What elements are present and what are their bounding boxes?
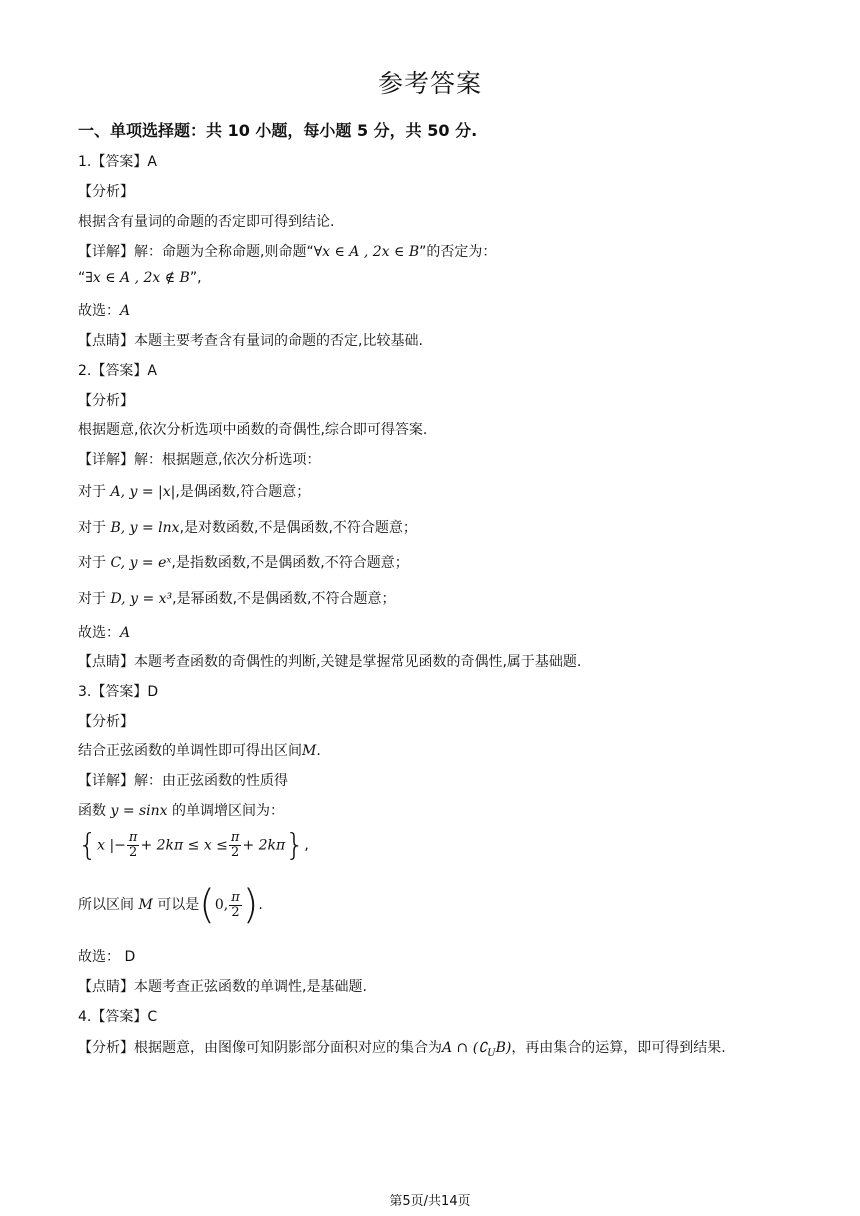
q3-set-mid1: + 2kπ ≤ x ≤: [140, 837, 228, 854]
q2-choice-value: A: [120, 625, 131, 641]
q3-m-line: [78, 882, 263, 928]
q1-detail-prefix: 【详解】解：命题为全称命题,则命题“: [78, 244, 314, 260]
q3-detail: 【详解】解：由正弦函数的性质得: [78, 773, 288, 789]
q3-m-prefix: 所以区间: [78, 897, 134, 913]
q1-analysis: 根据含有量词的命题的否定即可得到结论.: [78, 214, 335, 230]
q4-analysis-math2: B): [495, 1040, 512, 1056]
q1-negation: [78, 270, 202, 286]
left-brace: {: [78, 828, 98, 863]
page-footer: 第5页/共14页: [389, 1194, 471, 1209]
q2-item-prefix: 对于: [78, 555, 111, 571]
q3-m-math: M: [138, 897, 153, 913]
q2-item-prefix: 对于: [78, 484, 111, 500]
q3-analysis: [78, 740, 321, 760]
q3-interval-math: y = sinx: [110, 803, 168, 819]
q1-negation-open: “: [78, 270, 86, 286]
q1-negation-close: ”,: [189, 270, 202, 286]
q2-item-prefix: 对于: [78, 591, 111, 607]
q3-interval-line: [78, 800, 284, 820]
q2-item-text: ,是幂函数,不是偶函数,不符合题意；: [172, 591, 396, 607]
q2-choice: [78, 622, 130, 642]
frac-denominator: 2: [127, 845, 140, 860]
q2-choice-prefix: 故选：: [78, 625, 120, 641]
q3-m-zero: 0,: [214, 897, 229, 913]
q2-item-a: [78, 481, 310, 501]
right-paren: ): [242, 882, 259, 928]
frac-numerator: π: [231, 889, 240, 905]
q2-detail: 【详解】解：根据题意,依次分析选项：: [78, 452, 321, 468]
q2-item-b: [78, 517, 417, 537]
frac-numerator: π: [128, 830, 138, 845]
q2-analysis: 根据题意,依次分析选项中函数的奇偶性,综合即可得答案.: [78, 422, 428, 438]
q1-choice-prefix: 故选：: [78, 303, 120, 319]
q1-comment: 【点睛】本题主要考查含有量词的命题的否定,比较基础.: [78, 333, 423, 349]
q2-item-d: [78, 588, 396, 608]
fraction-pi-over-2: [229, 891, 242, 920]
q2-item-text: ,是指数函数,不是偶函数,不符合题意；: [171, 555, 409, 571]
q3-analysis-suffix: .: [316, 743, 321, 759]
q3-set-x: x |: [97, 837, 115, 854]
fraction-pi-over-2: [127, 831, 140, 860]
q3-analysis-tag: 【分析】: [78, 714, 134, 730]
q4-answer: 4.【答案】C: [78, 1009, 158, 1025]
q3-comment: 【点睛】本题考查正弦函数的单调性,是基础题.: [78, 979, 367, 995]
q2-comment: 【点睛】本题考查函数的奇偶性的判断,关键是掌握常见函数的奇偶性,属于基础题.: [78, 654, 582, 670]
q2-item-math: C, y = eˣ: [110, 555, 172, 571]
q2-item-math: A, y = |x|: [110, 484, 176, 500]
q4-analysis-sub: U: [487, 1047, 496, 1059]
q1-detail-suffix: ”的否定为：: [419, 244, 497, 260]
q4-analysis-suffix: ，再由集合的运算，即可得到结果.: [511, 1040, 726, 1056]
fraction-pi-over-2: [229, 831, 242, 860]
q3-m-tail: .: [258, 897, 263, 913]
q2-item-prefix: 对于: [78, 520, 111, 536]
q4-analysis-prefix: 【分析】根据题意，由图像可知阴影部分面积对应的集合为: [78, 1040, 442, 1056]
q2-item-text: ,是偶函数,符合题意；: [175, 484, 311, 500]
q2-answer: 2.【答案】A: [78, 363, 157, 379]
q1-choice-value: A: [120, 303, 131, 319]
q1-negation-math: ∃x ∈ A , 2x ∉ B: [85, 270, 190, 286]
q2-item-c: [78, 552, 409, 572]
q3-interval-prefix: 函数: [78, 803, 106, 819]
q1-detail-math: ∀x ∈ A , 2x ∈ B: [313, 244, 420, 260]
q1-detail: [78, 241, 496, 261]
q3-interval-suffix: 的单调增区间为：: [172, 803, 285, 819]
q3-analysis-math: M: [302, 743, 317, 759]
section-heading: 一、单项选择题：共 10 小题，每小题 5 分，共 50 分.: [78, 121, 478, 140]
q3-answer: 3.【答案】D: [78, 684, 159, 700]
q1-choice: [78, 300, 130, 320]
q1-analysis-tag: 【分析】: [78, 184, 134, 200]
page-title: 参考答案: [377, 69, 482, 98]
q3-analysis-prefix: 结合正弦函数的单调性即可得出区间: [78, 743, 302, 759]
q3-set-mid2: + 2kπ: [242, 837, 286, 854]
q4-analysis: [78, 1037, 726, 1059]
q1-answer: 1.【答案】A: [78, 154, 157, 170]
q4-analysis-math: A ∩ (∁: [442, 1040, 488, 1056]
frac-denominator: 2: [229, 905, 242, 920]
left-paren: (: [199, 882, 215, 928]
q3-m-mid: 可以是: [157, 897, 200, 913]
q2-item-text: ,是对数函数,不是偶函数,不符合题意；: [179, 520, 417, 536]
q2-item-math: D, y = x³: [110, 591, 173, 607]
q3-choice: 故选： D: [78, 949, 136, 965]
q2-analysis-tag: 【分析】: [78, 393, 134, 409]
right-brace: }: [285, 828, 305, 863]
q3-set-formula: [78, 828, 309, 863]
frac-numerator: π: [230, 830, 240, 845]
q3-set-tail: ,: [304, 837, 309, 854]
q2-item-math: B, y = lnx: [110, 520, 180, 536]
frac-denominator: 2: [229, 845, 242, 860]
q3-set-minus: −: [114, 837, 126, 854]
